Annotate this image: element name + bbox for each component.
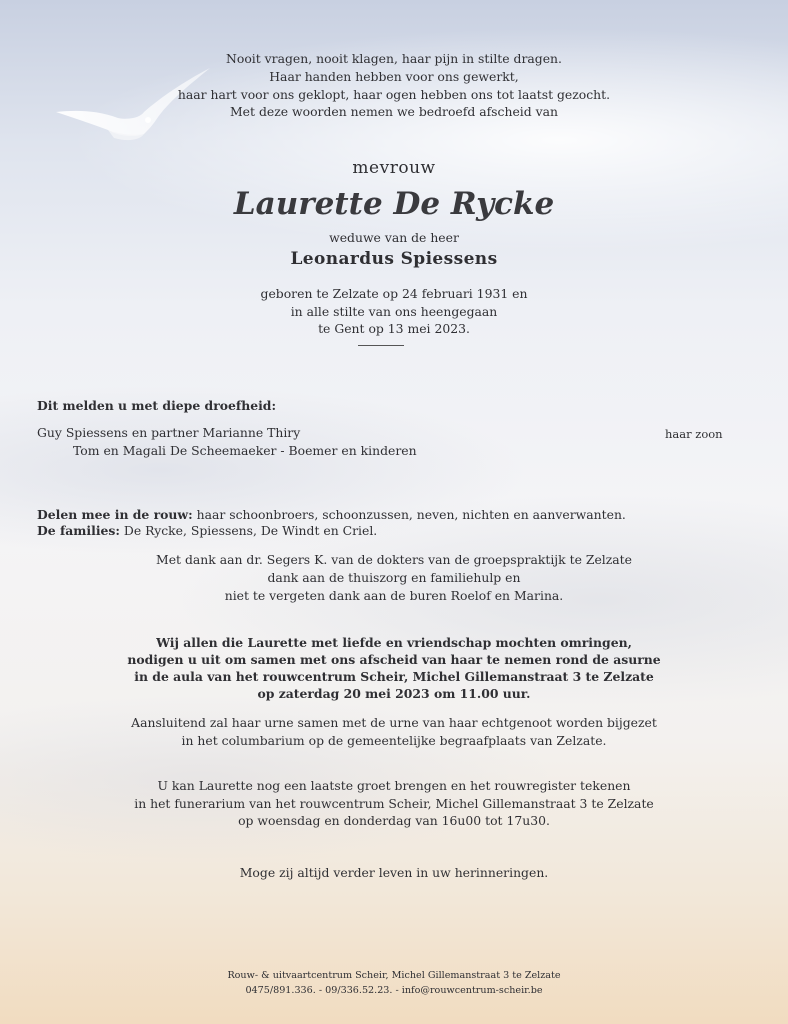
passed-line-1: in alle stilte van ons heengegaan — [290, 304, 498, 319]
footer-contact: 0475/891.336. - 09/336.52.23. - info@rouwcentrum-scheir.be — [245, 985, 543, 996]
invitation-line-4: op zaterdag 20 mei 2023 om 11.00 uur. — [257, 686, 531, 701]
invitation-line-2: nodigen u uit om samen met ons afscheid van haar te nemen rond de asurne — [127, 652, 661, 667]
visit-line-2: in het funerarium van het rouwcentrum Scheir, Michel Gillemanstraat 3 te Zelzate — [134, 796, 654, 811]
thanks-line-1: Met dank aan dr. Segers K. van de dokters van de groepspraktijk te Zelzate — [156, 552, 632, 567]
divider — [358, 345, 404, 346]
family-line-1: Guy Spiessens en partner Marianne Thiry — [37, 425, 301, 440]
visit-line-1: U kan Laurette nog een laatste groet brengen en het rouwregister tekenen — [157, 778, 631, 793]
poem-line-4: Met deze woorden nemen we bedroefd afscheid van — [230, 104, 558, 119]
birth-line: geboren te Zelzate op 24 februari 1931 en — [260, 286, 528, 301]
families-line — [37, 522, 377, 539]
visit-line-3: op woensdag en donderdag van 16u00 tot 17u30. — [238, 813, 550, 828]
husband-name: Leonardus Spiessens — [290, 249, 498, 269]
family-role: haar zoon — [665, 427, 723, 441]
poem-line-2: Haar handen hebben voor ons gewerkt, — [269, 69, 519, 84]
families-text: De Rycke, Spiessens, De Windt en Criel. — [119, 523, 378, 538]
family-line-2: Tom en Magali De Scheemaeker - Boemer en kinderen — [73, 443, 417, 458]
mourning-text: haar schoonbroers, schoonzussen, neven, nichten en aanverwanten. — [192, 507, 626, 522]
thanks-line-3: niet te vergeten dank aan de buren Roelof en Marina. — [224, 588, 564, 603]
invitation-line-3: in de aula van het rouwcentrum Scheir, Michel Gillemanstraat 3 te Zelzate — [134, 669, 654, 684]
footer-address: Rouw- & uitvaartcentrum Scheir, Michel Gillemanstraat 3 te Zelzate — [227, 970, 561, 981]
passed-line-2: te Gent op 13 mei 2023. — [318, 321, 470, 336]
poem-line-3: haar hart voor ons geklopt, haar ogen hebben ons tot laatst gezocht. — [177, 87, 611, 102]
closing-line: Moge zij altijd verder leven in uw herinneringen. — [239, 865, 549, 880]
invitation-line-1: Wij allen die Laurette met liefde en vriendschap mochten omringen, — [156, 635, 632, 650]
announce-heading: Dit melden u met diepe droefheid: — [37, 398, 277, 413]
deceased-name: Laurette De Rycke — [233, 186, 555, 222]
urn-line-1: Aansluitend zal haar urne samen met de urne van haar echtgenoot worden bijgezet — [131, 715, 657, 730]
poem-line-1: Nooit vragen, nooit klagen, haar pijn in stilte dragen. — [226, 51, 562, 66]
mourning-line — [37, 506, 626, 523]
thanks-line-2: dank aan de thuiszorg en familiehulp en — [267, 570, 521, 585]
families-label: De families: — [37, 523, 120, 538]
deceased-title: mevrouw — [352, 158, 436, 178]
widow-of: weduwe van de heer — [329, 230, 459, 245]
urn-line-2: in het columbarium op de gemeentelijke begraafplaats van Zelzate. — [181, 733, 607, 748]
mourning-label: Delen mee in de rouw: — [37, 507, 193, 522]
